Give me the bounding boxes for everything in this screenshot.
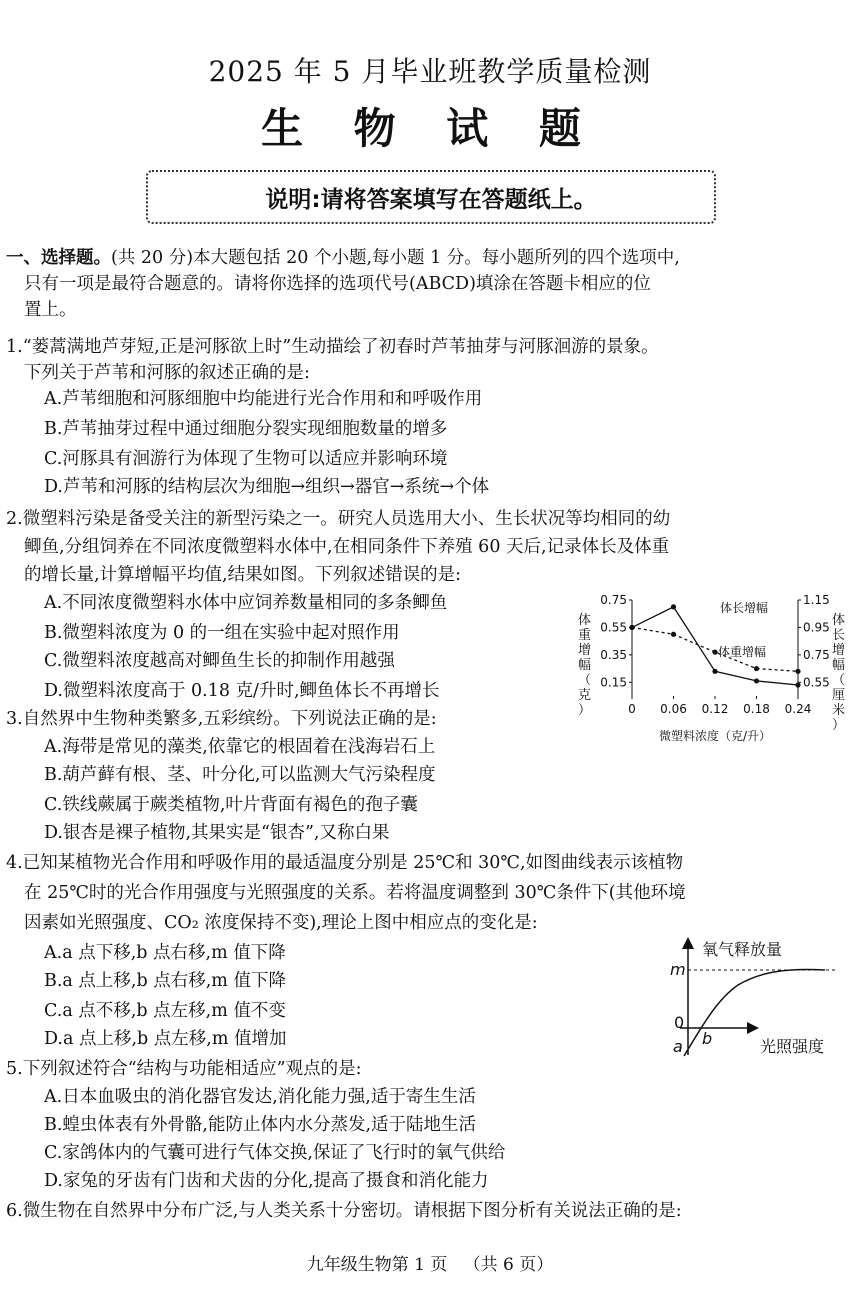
q4-stem-2: 在 25℃时的光合作用强度与光照强度的关系。若将温度调整到 30℃条件下(其他环境 [24,883,686,903]
q4-option-d: D.a 点上移,b 点左移,m 值增加 [44,1029,287,1049]
q3-option-c: C.铁线蕨属于蕨类植物,叶片背面有褐色的孢子囊 [44,795,418,815]
chart1-left-tick-label: 0.75 [600,593,627,607]
axis-label-char: 重 [578,628,592,643]
section-intro-line2: 只有一项是最符合题意的。请将你选择的选项代号(ABCD)填涂在答题卡相应的位 [24,274,651,294]
axis-label-char: 米 [832,703,846,718]
page-footer [0,1250,860,1275]
diagram-y-label: 氧气释放量 [702,940,783,959]
axis-label-char: ） [578,703,592,718]
chart1-x-tick-label: 0 [628,702,636,716]
chart1-right-tick-label: 0.95 [803,620,830,635]
q2-option-c: C.微塑料浓度越高对鲫鱼生长的抑制作用越强 [44,651,395,671]
chart1-right-axis-label [832,612,845,733]
q5-option-c: C.家鸽体内的气囊可进行气体交换,保证了飞行时的氧气供给 [44,1143,506,1163]
section-intro-text: (共 20 分)本大题包括 20 个小题,每小题 1 分。每小题所列的四个选项中, [111,248,680,268]
q3-option-a: A.海带是常见的藻类,依靠它的根固着在浅海岩石上 [44,737,436,757]
q5-stem: 5.下列叙述符合“结构与功能相适应”观点的是: [6,1059,362,1079]
exam-title: 2025 年 5 月毕业班教学质量检测 [208,55,652,88]
q1-option-b: B.芦苇抽芽过程中通过细胞分裂实现细胞数量的增多 [44,419,448,439]
diagram-zero-label: 0 [674,1013,685,1032]
axis-label-char: 体 [832,613,846,628]
chart1-point-0 [712,669,717,674]
subject-title: 生 物 试 题 [261,104,599,153]
chart1-series [629,604,800,687]
chart1-x-tick-label: 0.18 [743,702,770,716]
diagram-a-label: a [673,1037,683,1056]
axis-label-char: ） [832,718,846,733]
chart1-point-1 [671,632,676,637]
q5-option-d: D.家兔的牙齿有门齿和犬齿的分化,提高了摄食和消化能力 [44,1171,489,1191]
chart1-left-tick-label: 0.35 [600,647,627,662]
chart1-right-tick-label: 0.55 [803,675,830,690]
chart1-point-0 [671,604,676,609]
q4-stem-3: 因素如光照强度、CO₂ 浓度保持不变),理论上图中相应点的变化是: [24,913,538,933]
footer-total: （共 6 页） [463,1255,554,1275]
axis-label-char: 长 [832,628,846,643]
q3-stem: 3.自然界中生物种类繁多,五彩缤纷。下列说法正确的是: [6,709,437,729]
q5-option-a: A.日本血吸虫的消化器官发达,消化能力强,适于寄生生活 [44,1087,476,1107]
axis-label-char: 厘 [832,688,846,703]
q1-option-c: C.河豚具有洄游行为体现了生物可以适应并影响环境 [44,449,448,469]
q2-stem-2: 鲫鱼,分组饲养在不同浓度微塑料水体中,在相同条件下养殖 60 天后,记录体长及体重 [24,537,670,557]
diagram-m-label: m [670,960,686,979]
q5-option-b: B.蝗虫体表有外骨骼,能防止体内水分蒸发,适于陆地生活 [44,1115,477,1135]
diagram-b-label: b [702,1029,713,1048]
chart1-point-1 [712,650,717,655]
section-intro-line3: 置上。 [24,300,77,320]
axis-label-char: 增 [578,643,592,658]
section-label: 一、选择题。 [6,248,111,268]
q2-option-d: D.微塑料浓度高于 0.18 克/升时,鲫鱼体长不再增长 [44,681,440,701]
q4-option-b: B.a 点上移,b 点右移,m 值下降 [44,971,286,991]
chart1-x-tick-label: 0.12 [701,702,729,716]
chart1-left-tick-label: 0.55 [600,620,627,635]
chart1-right-tick-label: 0.75 [803,647,830,662]
microplastic-chart [570,590,850,750]
chart1-left-axis-label [578,612,591,718]
chart1-label-length: 体长增幅 [720,601,769,615]
axis-label-char: 幅 [832,658,846,673]
axis-label-char: 幅 [578,658,592,673]
q6-stem: 6.微生物在自然界中分布广泛,与人类关系十分密切。请根据下图分析有关说法正确的是: [6,1201,682,1221]
footer-page: 九年级生物第 1 页 [306,1255,448,1275]
chart1-label-weight: 体重增幅 [718,645,767,659]
q3-option-d: D.银杏是裸子植物,其果实是“银杏”,又称白果 [44,823,390,843]
chart1-right-tick-label: 1.15 [803,593,830,607]
chart1-point-1 [629,625,634,630]
q3-option-b: B.葫芦藓有根、茎、叶分化,可以监测大气污染程度 [44,765,436,785]
axis-label-char: （ [578,673,592,688]
q1-option-a: A.芦苇细胞和河豚细胞中均能进行光合作用和和呼吸作用 [44,389,483,409]
q2-option-b: B.微塑料浓度为 0 的一组在实验中起对照作用 [44,623,400,643]
axis-label-char: （ [832,673,846,688]
axis-label-char: 增 [832,643,846,658]
q2-stem-3: 的增长量,计算增幅平均值,结果如图。下列叙述错误的是: [24,565,462,585]
chart1-point-0 [795,682,800,687]
chart1-left-tick-label: 0.15 [600,675,627,690]
chart1-x-tick-label: 0.06 [660,702,687,716]
chart1-x-label: 微塑料浓度（克/升） [658,729,772,743]
chart1-point-1 [754,666,759,671]
q2-option-a: A.不同浓度微塑料水体中应饲养数量相同的多条鲫鱼 [44,593,448,613]
q2-stem-1: 2.微塑料污染是备受关注的新型污染之一。研究人员选用大小、生长状况等均相同的幼 [6,509,671,529]
chart1-x-tick-label: 0.24 [784,702,812,716]
diagram-x-label: 光照强度 [760,1037,825,1056]
q1-stem-2: 下列关于芦苇和河豚的叙述正确的是: [24,363,310,383]
chart1-point-0 [754,678,759,683]
section-intro-line1 [6,245,680,271]
q1-stem-1: 1.“蒌蒿满地芦芽短,正是河豚欲上时”生动描绘了初春时芦苇抽芽与河豚洄游的景象。 [6,337,659,357]
chart1-point-1 [795,669,800,674]
axis-label-char: 克 [578,688,592,703]
q4-option-a: A.a 点下移,b 点右移,m 值下降 [44,943,286,963]
photosynthesis-curve-diagram [660,930,850,1062]
q4-stem-1: 4.已知某植物光合作用和呼吸作用的最适温度分别是 25℃和 30℃,如图曲线表示该植物 [6,853,684,873]
chart1-series-line-1 [632,627,798,671]
axis-label-char: 体 [578,613,592,628]
notice-text: 说明:请将答案填写在答题纸上。 [265,187,597,213]
q1-option-d: D.芦苇和河豚的结构层次为细胞→组织→器官→系统→个体 [44,477,490,497]
q4-option-c: C.a 点不移,b 点左移,m 值不变 [44,1001,286,1021]
